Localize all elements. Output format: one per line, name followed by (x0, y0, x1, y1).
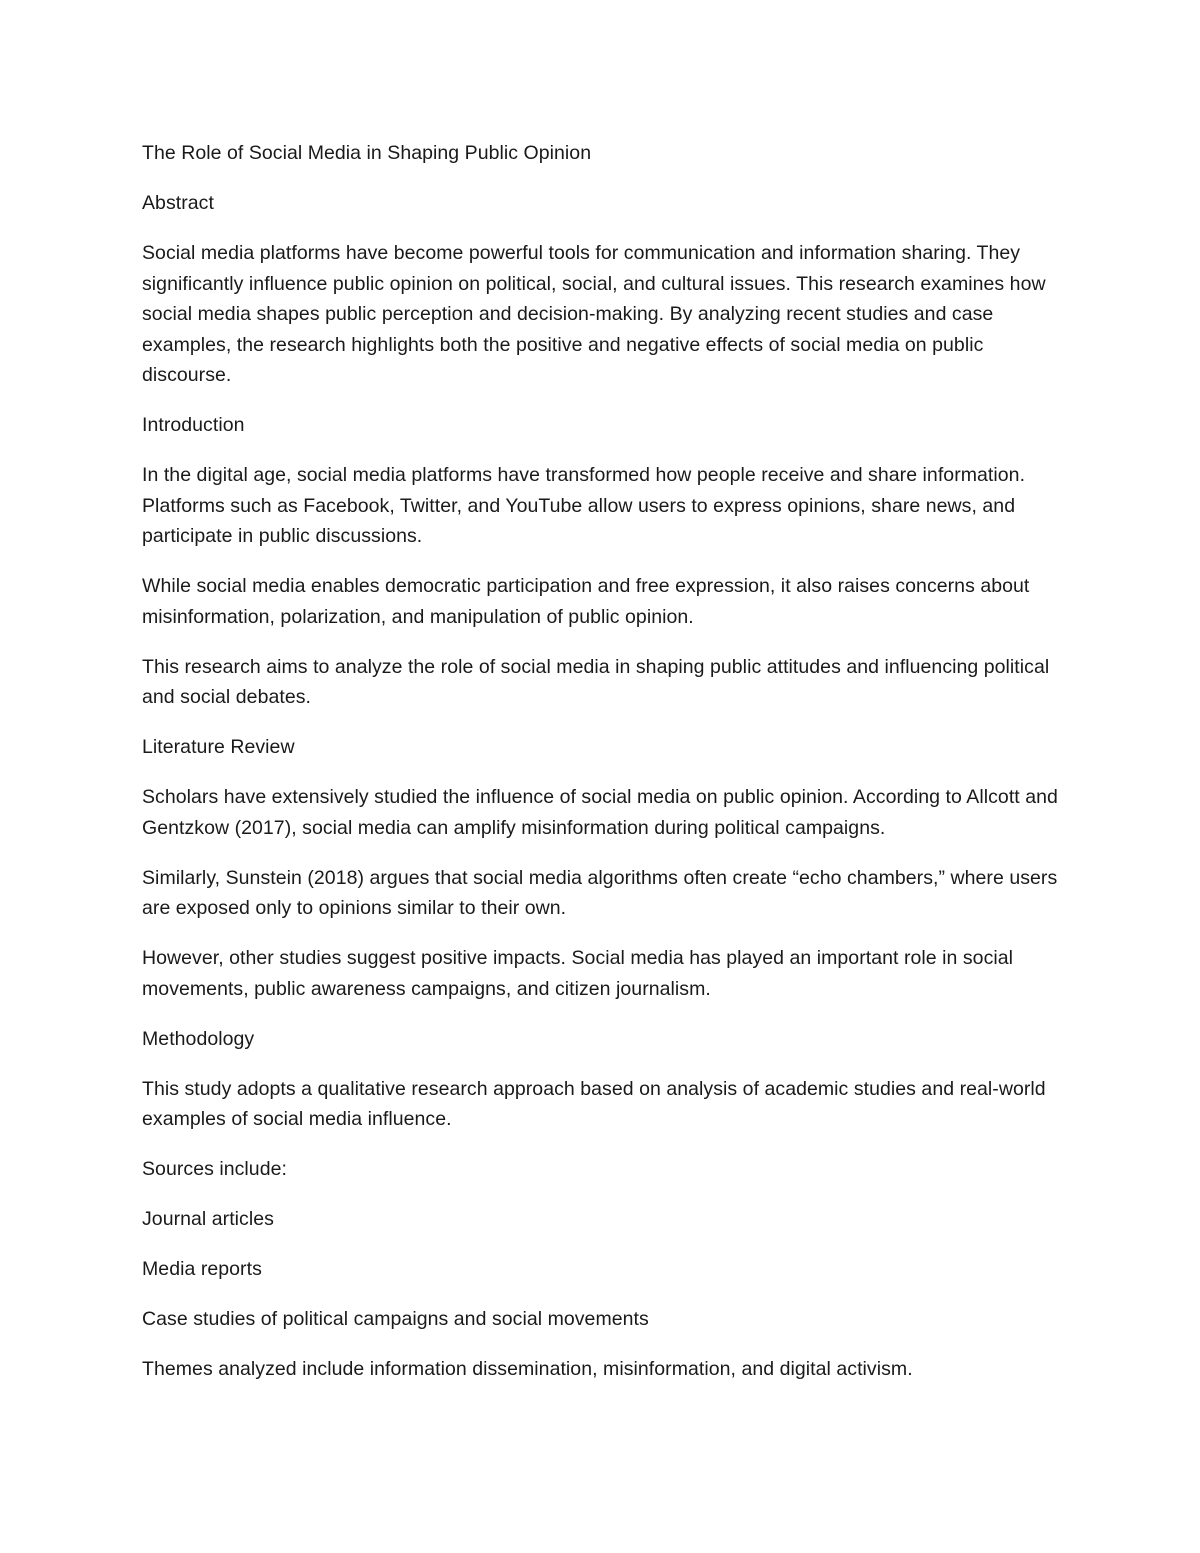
source-item-case-studies: Case studies of political campaigns and social movements (142, 1308, 649, 1330)
themes-paragraph: Themes analyzed include information dissemination, misinformation, and digital activism. (142, 1358, 913, 1380)
literature-review-paragraph-1: Scholars have extensively studied the influence of social media on public opinion. According to Allcott and Gentzkow (2017), social media can amplify misinformation during political campaigns. (142, 786, 1058, 839)
literature-review-paragraph-2: Similarly, Sunstein (2018) argues that social media algorithms often create “echo chambers,” where users are exposed only to opinions similar to their own. (142, 866, 1058, 919)
introduction-paragraph-1: In the digital age, social media platforms have transformed how people receive and share information. Platforms such as Facebook, Twitter, and YouTube allow users to express opinions, share news, and participate in public discussions. (142, 464, 1026, 547)
abstract-paragraph: Social media platforms have become powerful tools for communication and information sharing. They significantly influence public opinion on political, social, and cultural issues. This research examines how social media shapes public perception and decision-making. By analyzing recent studies and case examples, the research highlights both the positive and negative effects of social media on public discourse. (142, 242, 1046, 386)
source-item-journal-articles: Journal articles (142, 1208, 274, 1230)
source-item-media-reports: Media reports (142, 1258, 262, 1280)
document-body (142, 138, 1072, 1404)
methodology-paragraph-1: This study adopts a qualitative research approach based on analysis of academic studies and real-world examples of social media influence. (142, 1077, 1046, 1130)
abstract-heading: Abstract (142, 192, 214, 214)
introduction-paragraph-3: This research aims to analyze the role of social media in shaping public attitudes and influencing political and social debates. (142, 655, 1050, 708)
literature-review-paragraph-3: However, other studies suggest positive impacts. Social media has played an important role in social movements, public awareness campaigns, and citizen journalism. (142, 947, 1014, 1000)
introduction-heading: Introduction (142, 414, 245, 436)
methodology-heading: Methodology (142, 1027, 255, 1050)
sources-intro: Sources include: (142, 1158, 287, 1180)
literature-review-heading: Literature Review (142, 736, 295, 758)
document-title: The Role of Social Media in Shaping Public Opinion (142, 142, 592, 164)
introduction-paragraph-2: While social media enables democratic participation and free expression, it also raises concerns about misinformation, polarization, and manipulation of public opinion. (142, 575, 1030, 628)
